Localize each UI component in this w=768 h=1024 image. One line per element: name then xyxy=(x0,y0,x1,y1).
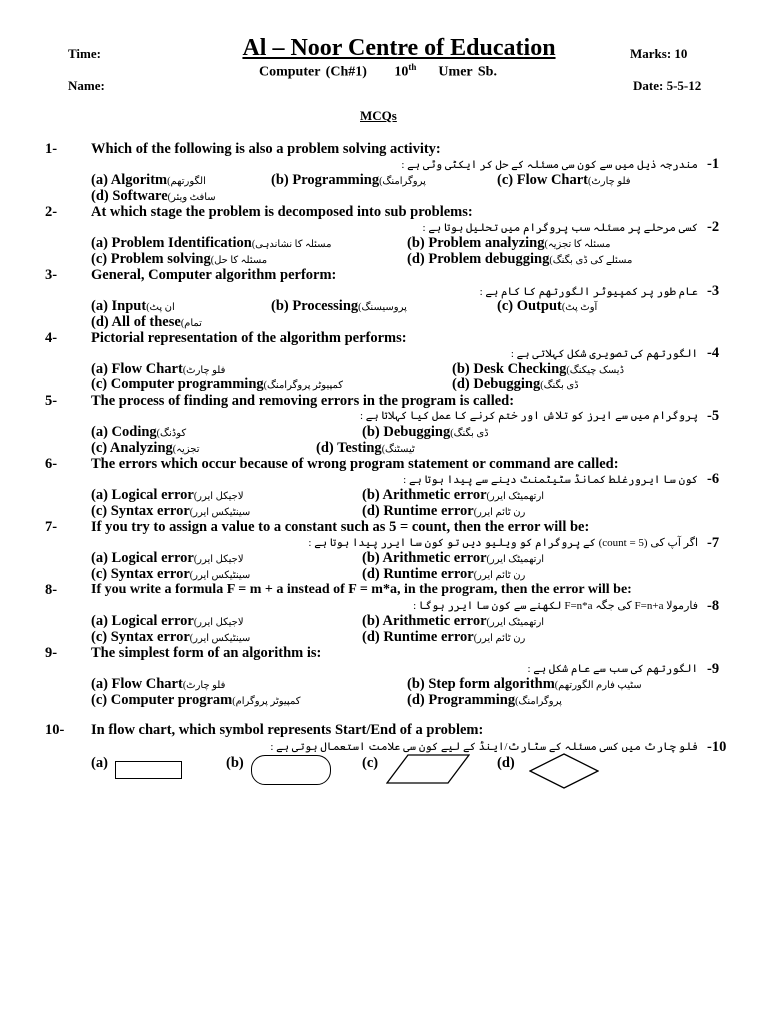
question-urdu: پروگرام میں سے ایرز کو تلاش اور ختم کرنے کا عمل کیا کہلاتا ہے : xyxy=(359,410,698,422)
diamond-symbol xyxy=(529,753,599,789)
question-urdu: عام طور پر کمپیوٹر الگورتھم کا کام ہے : xyxy=(479,286,698,298)
question-urdu: کون سا ایرورغلط کمانڈ سٹیٹمنٹ دینے سے پیدا ہوتا ہے : xyxy=(403,474,698,486)
question-urdu-number: -7 xyxy=(707,535,720,551)
question-number: 2- xyxy=(45,204,58,220)
question-urdu-number: -8 xyxy=(707,598,720,614)
question-urdu-number: -1 xyxy=(707,156,720,172)
option-a: (a) Flow Chart(فلو چارٹ xyxy=(91,361,226,377)
question-urdu: اگر آپ کی (count = 5) کے پروگرام کو ویلیو دیں تو کون سا ایرر پیدا ہوتا ہے : xyxy=(308,537,698,549)
option-d: (d) Runtime error(رن ٹائم ایرر xyxy=(362,629,526,645)
option-c: (c) Syntax error(سینٹیکس ایرر xyxy=(91,566,251,582)
section-title: MCQs xyxy=(360,108,397,123)
option-a: (a) Logical error(لاجیکل ایرر xyxy=(91,613,244,629)
question-number: 9- xyxy=(45,645,58,661)
question-text: In flow chart, which symbol represents Start/End of a problem: xyxy=(91,722,484,738)
question-number: 8- xyxy=(45,582,58,598)
teacher: Umer Sb. xyxy=(438,64,497,80)
option-d: (d) All of these(تمام xyxy=(91,314,202,330)
parallelogram-symbol xyxy=(386,754,470,784)
option-d: (d) Software(سافٹ ویئر xyxy=(91,188,216,204)
rectangle-symbol xyxy=(115,761,182,779)
question-number: 5- xyxy=(45,393,58,409)
question-urdu: الگورتھم کی سب سے عام شکل ہے : xyxy=(527,663,698,675)
question-text: The simplest form of an algorithm is: xyxy=(91,645,322,661)
question-text: If you try to assign a value to a constant such as 5 = count, then the error will be: xyxy=(91,519,590,535)
subtitle xyxy=(259,62,497,81)
school-title: Al – Noor Centre of Education xyxy=(242,35,556,61)
option-c: (c) Flow Chart(فلو چارٹ xyxy=(497,172,631,188)
question-number: 3- xyxy=(45,267,58,283)
question-text: Which of the following is also a problem solving activity: xyxy=(91,141,441,157)
question-urdu-number: -5 xyxy=(707,408,720,424)
class-suffix: th xyxy=(408,62,417,72)
question-number: 7- xyxy=(45,519,58,535)
question-text: The errors which occur because of wrong program statement or command are called: xyxy=(91,456,619,472)
question-urdu: مندرجہ ذیل میں سے کون سی مسئلہ کے حل کر ایکٹی وٹی ہے : xyxy=(401,159,698,171)
option-b: (b) Debugging(ڈی بگنگ xyxy=(362,424,489,440)
question-urdu-number: -3 xyxy=(707,283,720,299)
option-b: (b) xyxy=(226,755,244,771)
question-number: 6- xyxy=(45,456,58,472)
question-urdu-number: -4 xyxy=(707,345,720,361)
option-c: (c) Problem solving(مسئلہ کا حل xyxy=(91,251,268,267)
option-a: (a) Logical error(لاجیکل ایرر xyxy=(91,487,244,503)
option-b: (b) Arithmetic error(ارتھمیٹک ایرر xyxy=(362,550,545,566)
question-urdu: الگورتھم کی تصویری شکل کہلاتی ہے : xyxy=(510,348,698,360)
question-number: 1- xyxy=(45,141,58,157)
option-b: (b) Processing(پروسیسنگ xyxy=(271,298,407,314)
option-d: (d) Problem debugging(مسئلے کی ڈی بگنگ xyxy=(407,251,633,267)
question-text: At which stage the problem is decomposed into sub problems: xyxy=(91,204,473,220)
option-b: (b) Problem analyzing(مسئلہ کا تجزیہ xyxy=(407,235,611,251)
question-text: General, Computer algorithm perform: xyxy=(91,267,337,283)
option-b: (b) Arithmetic error(ارتھمیٹک ایرر xyxy=(362,487,545,503)
option-d: (d) Debugging(ڈی بگنگ xyxy=(452,376,579,392)
time-label: Time: xyxy=(68,46,101,61)
option-a: (a) Coding(کوڈنگ xyxy=(91,424,187,440)
question-urdu-number: -6 xyxy=(707,471,720,487)
question-text: The process of finding and removing errors in the program is called: xyxy=(91,393,515,409)
question-text: If you write a formula F = m + a instead of F = m*a, in the program, then the error will be: xyxy=(91,582,632,597)
option-d: (d) Runtime error(رن ٹائم ایرر xyxy=(362,566,526,582)
option-a: (a) xyxy=(91,755,108,771)
option-c: (c) Analyzing(تجزیہ xyxy=(91,440,200,456)
option-d: (d) Programming(پروگرامنگ xyxy=(407,692,562,708)
question-urdu-number: -9 xyxy=(707,661,720,677)
option-c: (c) xyxy=(362,755,379,771)
class: 10 xyxy=(394,64,409,80)
name-label: Name: xyxy=(68,78,105,93)
option-a: (a) Problem Identification(مسئلہ کا نشاندہی xyxy=(91,235,332,251)
question-text: Pictorial representation of the algorithm performs: xyxy=(91,330,407,346)
option-d: (d) xyxy=(497,755,515,771)
question-number: 4- xyxy=(45,330,58,346)
option-c: (c) Output(آوٹ پٹ xyxy=(497,298,598,314)
question-number: 10- xyxy=(45,722,65,738)
option-c: (c) Computer program(کمپیوٹر پروگرام xyxy=(91,692,301,708)
question-urdu-number: -2 xyxy=(707,219,720,235)
option-c: (c) Syntax error(سینٹیکس ایرر xyxy=(91,629,251,645)
date-label: Date: 5-5-12 xyxy=(633,78,702,93)
option-a: (a) Flow Chart(فلو چارٹ xyxy=(91,676,226,692)
question-urdu-number: -10 xyxy=(707,739,727,755)
option-b: (b) Desk Checking(ڈیسک چیکنگ xyxy=(452,361,625,377)
question-urdu: کسی مرحلے پر مسئلہ سب پروگرام میں تحلیل ہوتا ہے : xyxy=(422,222,698,234)
question-urdu: فلو چارٹ میں کسی مسئلہ کے سٹارٹ/اینڈ کے لیے کون سی علامت استعمال ہوتی ہے : xyxy=(270,741,698,753)
option-b: (b) Step form algorithm(سٹیپ فارم الگورتھم xyxy=(407,676,642,692)
marks-label: Marks: 10 xyxy=(630,46,688,61)
subject: Computer (Ch#1) xyxy=(259,64,367,80)
option-a: (a) Algoritm(الگورتھم xyxy=(91,172,206,188)
option-d: (d) Runtime error(رن ٹائم ایرر xyxy=(362,503,526,519)
option-c: (c) Computer programming(کمپیوٹر پروگرامنگ xyxy=(91,376,344,392)
option-d: (d) Testing(ٹیسٹنگ xyxy=(316,440,415,456)
question-urdu: فارمولا F=n+a کی جگہ F=n*a لکھنے سے کون سا ایرر ہوگا : xyxy=(413,600,698,612)
option-a: (a) Input(ان پٹ xyxy=(91,298,175,314)
option-a: (a) Logical error(لاجیکل ایرر xyxy=(91,550,244,566)
option-b: (b) Programming(پروگرامنگ xyxy=(271,172,426,188)
option-b: (b) Arithmetic error(ارتھمیٹک ایرر xyxy=(362,613,545,629)
option-c: (c) Syntax error(سینٹیکس ایرر xyxy=(91,503,251,519)
rounded-rectangle-symbol xyxy=(251,755,331,785)
